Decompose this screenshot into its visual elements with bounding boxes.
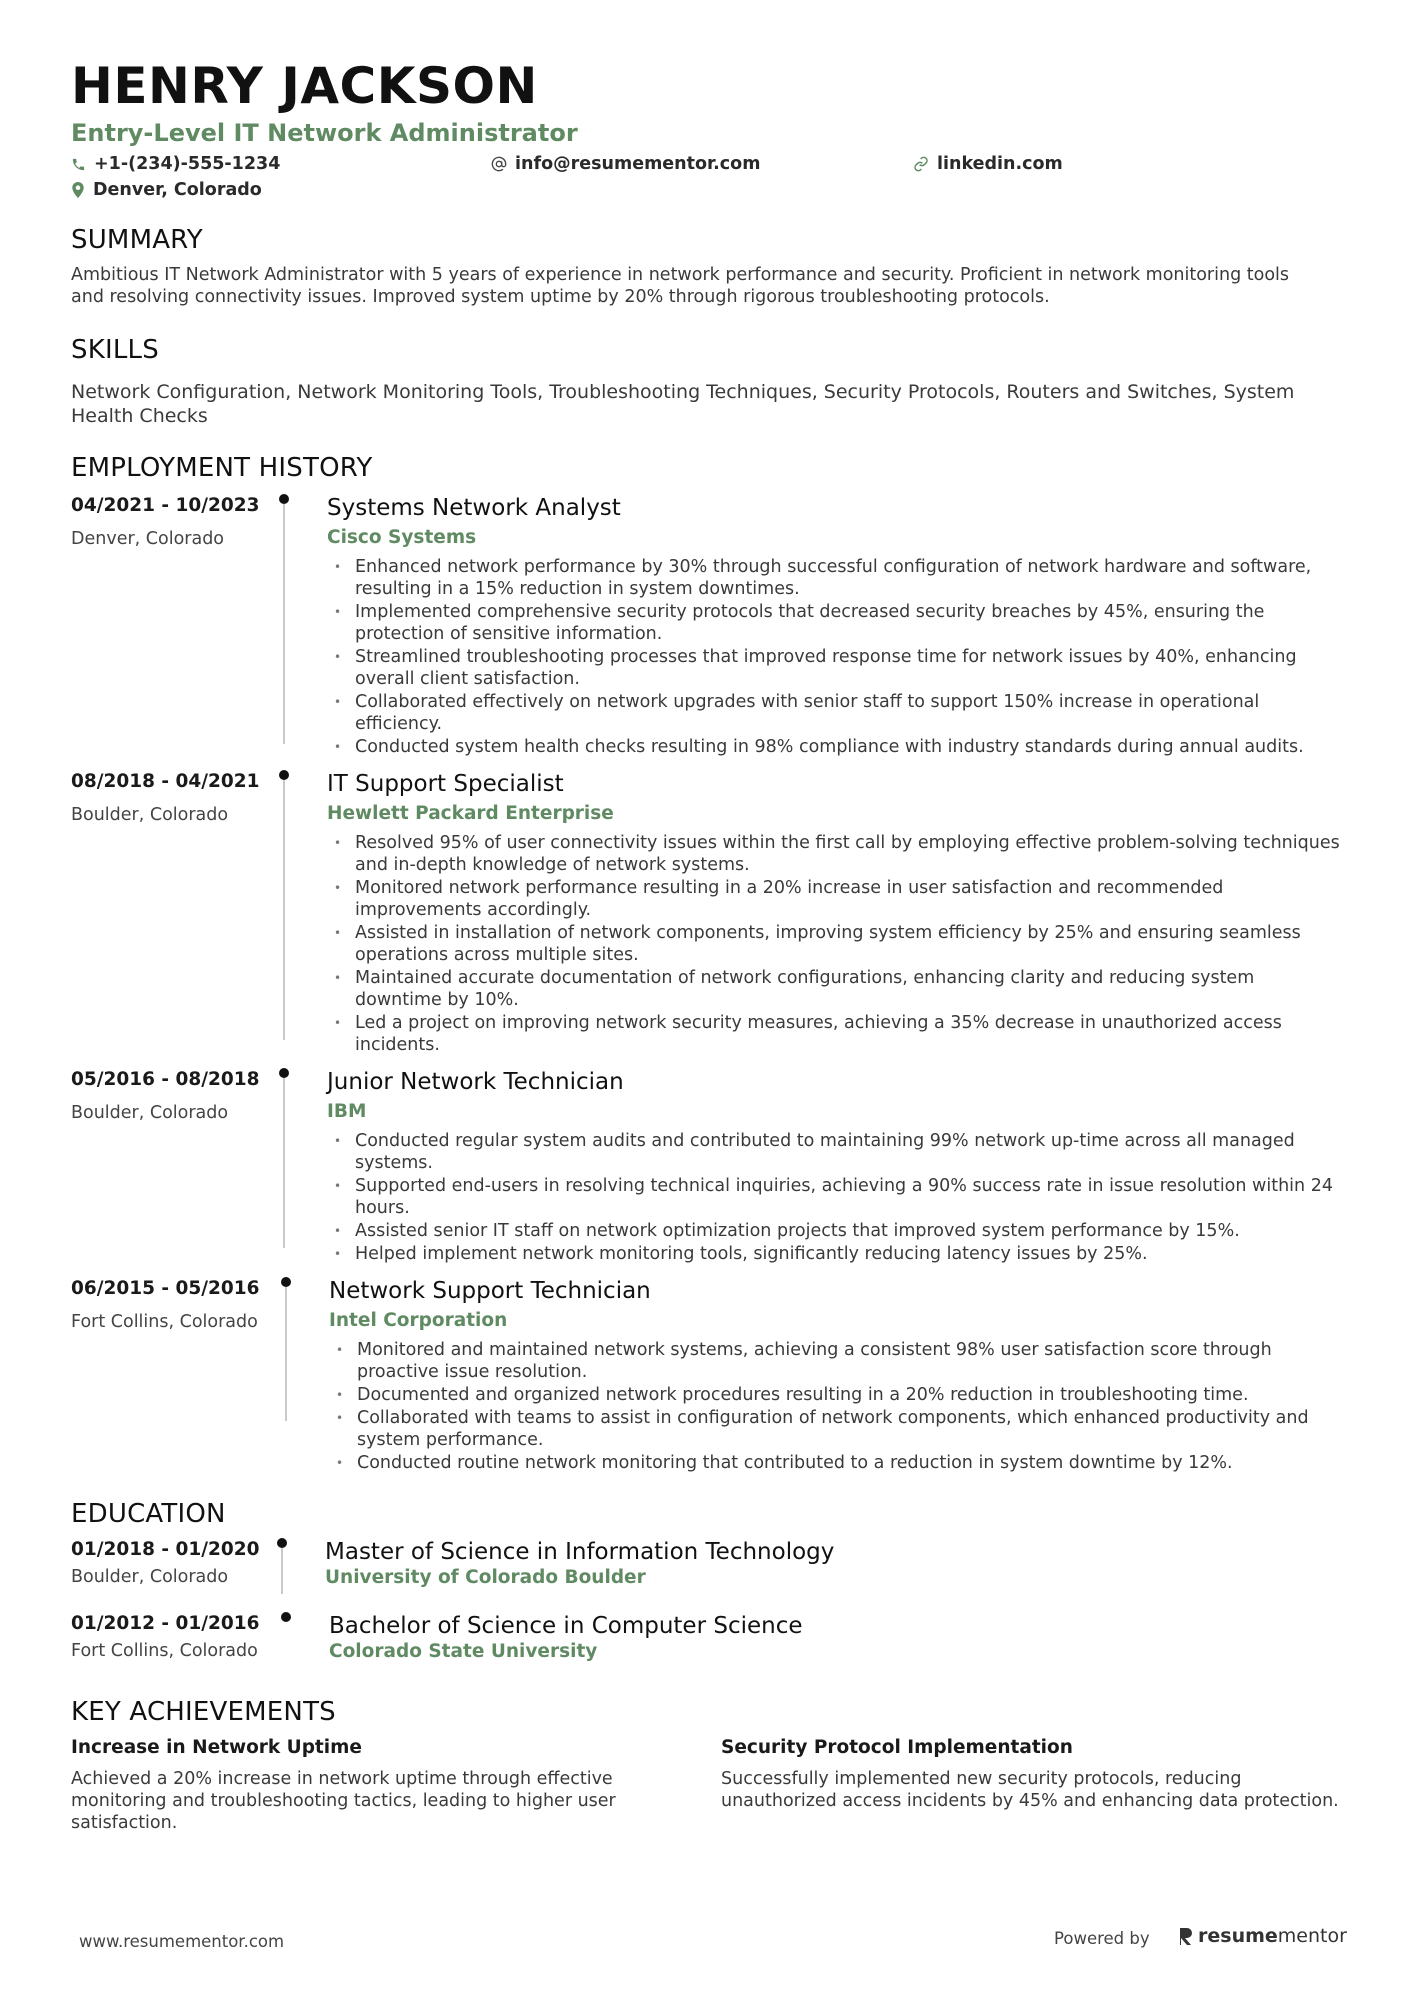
summary-text: Ambitious IT Network Administrator with 5 years of experience in network performance and security. Proficient in network monitoring tools and resolving connectivity issues. Improved system uptime by 20% through rigorous troubleshooting protocols. bbox=[71, 265, 1290, 307]
timeline-line bbox=[283, 504, 285, 744]
job-bullets bbox=[327, 556, 1343, 758]
contact-email[interactable] bbox=[491, 154, 760, 174]
achievement-title: Increase in Network Uptime bbox=[71, 1737, 362, 1758]
job-dates: 05/2016 - 08/2018 bbox=[71, 1069, 260, 1090]
footer-brand-logo[interactable] bbox=[1178, 1925, 1347, 1947]
job-details bbox=[329, 1277, 1341, 1474]
job-entry bbox=[71, 770, 1341, 1056]
job-dates: 06/2015 - 05/2016 bbox=[71, 1278, 260, 1299]
achievement-item bbox=[721, 1736, 1341, 1834]
phone-text: +1-(234)-555-1234 bbox=[94, 154, 281, 174]
job-company: Cisco Systems bbox=[327, 527, 477, 548]
contact-location bbox=[71, 180, 262, 200]
employment-heading: EMPLOYMENT HISTORY bbox=[71, 453, 373, 483]
job-bullet: • Conducted regular system audits and contributed to maintaining 99% network up-time across all managed systems. bbox=[327, 1130, 1343, 1174]
job-location: Boulder, Colorado bbox=[71, 1103, 229, 1123]
timeline-dot bbox=[279, 1068, 289, 1078]
job-location: Denver, Colorado bbox=[71, 529, 225, 549]
job-company: Hewlett Packard Enterprise bbox=[327, 803, 614, 824]
email-text: info@resumementor.com bbox=[515, 154, 761, 174]
timeline-line bbox=[283, 780, 285, 1040]
achievement-item bbox=[71, 1736, 691, 1834]
job-bullets bbox=[327, 832, 1343, 1056]
job-bullet: • Assisted senior IT staff on network optimization projects that improved system performance by 15%. bbox=[327, 1220, 1343, 1242]
phone-icon bbox=[71, 157, 86, 172]
contact-phone[interactable] bbox=[71, 154, 280, 174]
job-dates: 04/2021 - 10/2023 bbox=[71, 495, 260, 516]
job-bullet: • Enhanced network performance by 30% through successful configuration of network hardware and software, resulting in a 15% reduction in system downtimes. bbox=[327, 556, 1343, 600]
skills-heading: SKILLS bbox=[71, 335, 159, 365]
job-title: Systems Network Analyst bbox=[327, 495, 621, 521]
job-location: Boulder, Colorado bbox=[71, 805, 229, 825]
brand-text-light: mentor bbox=[1277, 1925, 1347, 1947]
job-details bbox=[327, 770, 1341, 1056]
education-degree: Bachelor of Science in Computer Science bbox=[329, 1613, 803, 1639]
education-dates: 01/2018 - 01/2020 bbox=[71, 1539, 260, 1560]
job-bullets bbox=[329, 1339, 1345, 1474]
achievements-heading: KEY ACHIEVEMENTS bbox=[71, 1697, 336, 1727]
job-bullet: • Assisted in installation of network components, improving system efficiency by 25% and ensuring seamless operations across multiple sites. bbox=[327, 922, 1343, 966]
link-icon bbox=[913, 156, 929, 172]
candidate-role: Entry-Level IT Network Administrator bbox=[71, 119, 578, 147]
job-bullet: • Led a project on improving network security measures, achieving a 35% decrease in unauthorized access incidents. bbox=[327, 1012, 1343, 1056]
job-bullet: • Monitored and maintained network systems, achieving a consistent 98% user satisfaction score through proactive issue resolution. bbox=[329, 1339, 1345, 1383]
job-title: IT Support Specialist bbox=[327, 771, 564, 797]
job-bullets bbox=[327, 1130, 1343, 1265]
education-degree: Master of Science in Information Technology bbox=[325, 1539, 835, 1565]
location-pin-icon bbox=[71, 182, 85, 198]
skills-text: Network Configuration, Network Monitoring Tools, Troubleshooting Techniques, Security Protocols, Routers and Switches, System Health Checks bbox=[71, 381, 1295, 427]
at-icon bbox=[491, 156, 507, 172]
timeline-dot bbox=[281, 1612, 291, 1622]
job-bullet: • Conducted routine network monitoring that contributed to a reduction in system downtime by 12%. bbox=[329, 1452, 1345, 1474]
education-details bbox=[325, 1538, 1341, 1590]
education-meta bbox=[71, 1538, 271, 1588]
education-meta bbox=[71, 1612, 271, 1662]
job-entry bbox=[71, 494, 1341, 758]
job-company: Intel Corporation bbox=[329, 1310, 508, 1331]
job-bullet: • Maintained accurate documentation of network configurations, enhancing clarity and reducing system downtime by 10%. bbox=[327, 967, 1343, 1011]
job-dates: 08/2018 - 04/2021 bbox=[71, 771, 260, 792]
timeline-line bbox=[283, 1078, 285, 1248]
education-school: Colorado State University bbox=[329, 1641, 598, 1662]
achievement-title: Security Protocol Implementation bbox=[721, 1737, 1073, 1758]
contact-info bbox=[71, 154, 1341, 206]
job-bullet: • Resolved 95% of user connectivity issues within the first call by employing effective problem-solving techniques and in-depth knowledge of network systems. bbox=[327, 832, 1343, 876]
education-dates: 01/2012 - 01/2016 bbox=[71, 1613, 260, 1634]
education-entry bbox=[71, 1538, 1341, 1604]
job-bullet: • Monitored network performance resulting in a 20% increase in user satisfaction and recommended improvements accordingly. bbox=[327, 877, 1343, 921]
job-entry bbox=[71, 1277, 1341, 1474]
job-meta bbox=[71, 1277, 271, 1333]
job-bullet: • Supported end-users in resolving technical inquiries, achieving a 90% success rate in issue resolution within 24 hours. bbox=[327, 1175, 1343, 1219]
education-location: Boulder, Colorado bbox=[71, 1567, 229, 1587]
job-title: Junior Network Technician bbox=[327, 1069, 624, 1095]
job-title: Network Support Technician bbox=[329, 1278, 651, 1304]
job-bullet: • Conducted system health checks resulting in 98% compliance with industry standards during annual audits. bbox=[327, 736, 1343, 758]
job-bullet: • Documented and organized network procedures resulting in a 20% reduction in troubleshooting time. bbox=[329, 1384, 1345, 1406]
contact-linkedin[interactable] bbox=[913, 154, 1063, 174]
linkedin-text: linkedin.com bbox=[937, 154, 1063, 174]
footer-powered-by: Powered by bbox=[1054, 1929, 1150, 1948]
education-entry bbox=[71, 1612, 1341, 1668]
job-entry bbox=[71, 1068, 1341, 1265]
brand-text-bold: resume bbox=[1198, 1925, 1278, 1947]
footer-url[interactable]: www.resumementor.com bbox=[79, 1932, 285, 1951]
job-meta bbox=[71, 770, 271, 826]
timeline-dot bbox=[277, 1538, 287, 1548]
education-details bbox=[329, 1612, 1341, 1664]
timeline-line bbox=[281, 1548, 283, 1594]
achievement-text: Achieved a 20% increase in network uptime through effective monitoring and troubleshooting tactics, leading to higher user satisfaction. bbox=[71, 1769, 616, 1833]
resume-page bbox=[71, 56, 1341, 1834]
timeline-dot bbox=[281, 1277, 291, 1287]
summary-heading: SUMMARY bbox=[71, 225, 203, 255]
job-bullet: • Streamlined troubleshooting processes that improved response time for network issues by 40%, enhancing overall client satisfaction. bbox=[327, 646, 1343, 690]
education-heading: EDUCATION bbox=[71, 1499, 226, 1529]
job-company: IBM bbox=[327, 1101, 367, 1122]
achievements-grid bbox=[71, 1736, 1341, 1834]
job-bullet: • Collaborated with teams to assist in configuration of network components, which enhanced productivity and system performance. bbox=[329, 1407, 1345, 1451]
location-text: Denver, Colorado bbox=[93, 180, 262, 200]
resumementor-logo-icon bbox=[1178, 1926, 1194, 1946]
education-school: University of Colorado Boulder bbox=[325, 1567, 646, 1588]
job-bullet: • Implemented comprehensive security protocols that decreased security breaches by 45%, ensuring the protection of sensitive information. bbox=[327, 601, 1343, 645]
education-location: Fort Collins, Colorado bbox=[71, 1641, 258, 1661]
achievement-text: Successfully implemented new security protocols, reducing unauthorized access incidents by 45% and enhancing data protection. bbox=[721, 1769, 1339, 1811]
job-bullet: • Helped implement network monitoring tools, significantly reducing latency issues by 25%. bbox=[327, 1243, 1343, 1265]
job-location: Fort Collins, Colorado bbox=[71, 1312, 258, 1332]
job-details bbox=[327, 494, 1341, 758]
candidate-name: HENRY JACKSON bbox=[71, 57, 538, 115]
timeline-line bbox=[285, 1287, 287, 1421]
job-bullet: • Collaborated effectively on network upgrades with senior staff to support 150% increase in operational efficiency. bbox=[327, 691, 1343, 735]
timeline-dot bbox=[279, 494, 289, 504]
job-meta bbox=[71, 1068, 271, 1124]
timeline-dot bbox=[279, 770, 289, 780]
job-meta bbox=[71, 494, 271, 550]
job-details bbox=[327, 1068, 1341, 1265]
